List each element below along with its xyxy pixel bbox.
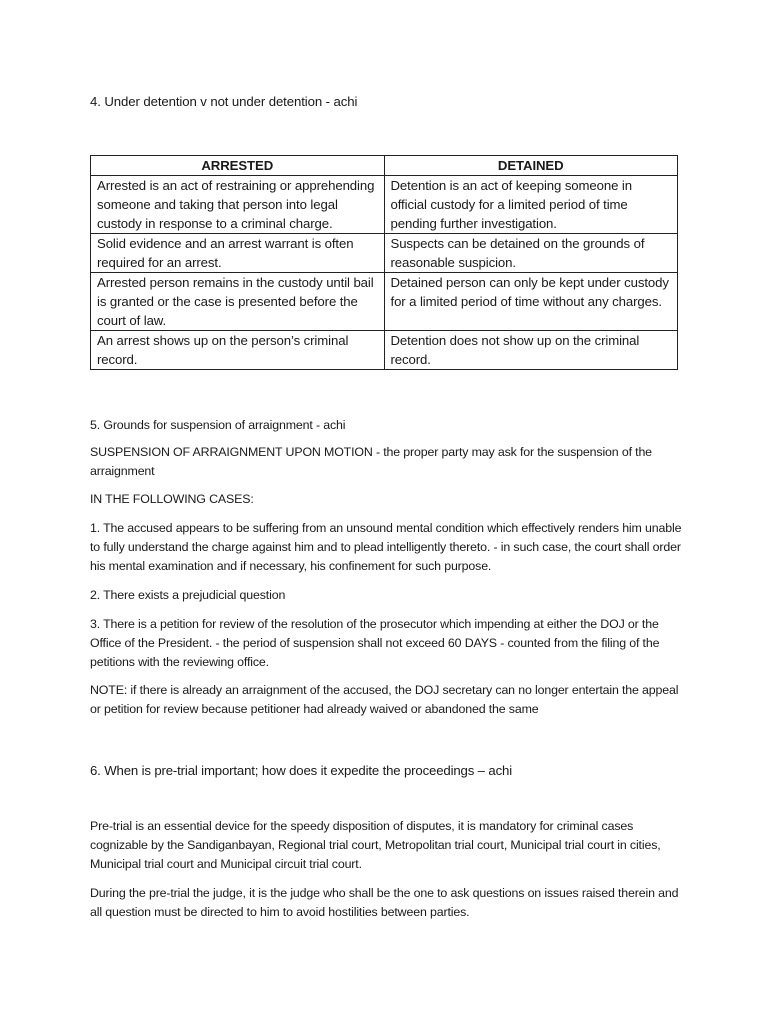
table-row (91, 176, 678, 234)
section-6-heading: 6. When is pre-trial important; how does it expedite the proceedings – achi (90, 763, 512, 778)
table-row (91, 234, 678, 273)
table-cell-detained: Detention is an act of keeping someone in official custody for a limited period of time pending further investigation. (384, 176, 678, 234)
table-cell-detained: Suspects can be detained on the grounds of reasonable suspicion. (384, 234, 678, 273)
case-2-paragraph: 2. There exists a prejudicial question (90, 588, 286, 602)
following-cases-label: IN THE FOLLOWING CASES: (90, 492, 254, 506)
table-header-row (91, 156, 678, 176)
section-4-heading: 4. Under detention v not under detention - achi (90, 94, 358, 109)
table-row (91, 273, 678, 331)
during-pretrial-paragraph: During the pre-trial the judge, it is the judge who shall be the one to ask questions on issues raised therein and all question must be directed to him to avoid hostilities between parties. (90, 886, 679, 919)
table-cell-arrested: Arrested person remains in the custody until bail is granted or the case is presented before the court of law. (91, 273, 385, 331)
column-header-detained: DETAINED (384, 156, 678, 176)
pretrial-paragraph: Pre-trial is an essential device for the speedy disposition of disputes, it is mandatory for criminal cases cognizable by the Sandiganbayan, Regional trial court, Metropolitan trial court, Municipal trial court in cities, Municipal trial court and Municipal circuit trial court. (90, 819, 661, 871)
section-5-heading: 5. Grounds for suspension of arraignment - achi (90, 418, 346, 432)
table-cell-arrested: An arrest shows up on the person’s criminal record. (91, 331, 385, 370)
table-row (91, 331, 678, 370)
note-paragraph: NOTE: if there is already an arraignment of the accused, the DOJ secretary can no longer entertain the appeal or petition for review because petitioner had already waived or abandoned the same (90, 683, 679, 716)
table-cell-arrested: Solid evidence and an arrest warrant is often required for an arrest. (91, 234, 385, 273)
table-cell-detained: Detained person can only be kept under custody for a limited period of time without any charges. (384, 273, 678, 331)
table-cell-detained: Detention does not show up on the criminal record. (384, 331, 678, 370)
arrest-vs-detention-table (90, 155, 678, 370)
case-3-paragraph: 3. There is a petition for review of the resolution of the prosecutor which impending at either the DOJ or the Office of the President. - the period of suspension shall not exceed 60 DAYS - counted from the filing of the petitions with the reviewing office. (90, 617, 660, 669)
column-header-arrested: ARRESTED (91, 156, 385, 176)
case-1-paragraph: 1. The accused appears to be suffering from an unsound mental condition which effectively renders him unable to fully understand the charge against him and to plead intelligently thereto. - in such case, the court shall order his mental examination and if necessary, his confinement for such purpose. (90, 521, 682, 573)
suspension-intro-paragraph: SUSPENSION OF ARRAIGNMENT UPON MOTION - the proper party may ask for the suspension of the arraignment (90, 445, 652, 478)
table-cell-arrested: Arrested is an act of restraining or apprehending someone and taking that person into legal custody in response to a criminal charge. (91, 176, 385, 234)
